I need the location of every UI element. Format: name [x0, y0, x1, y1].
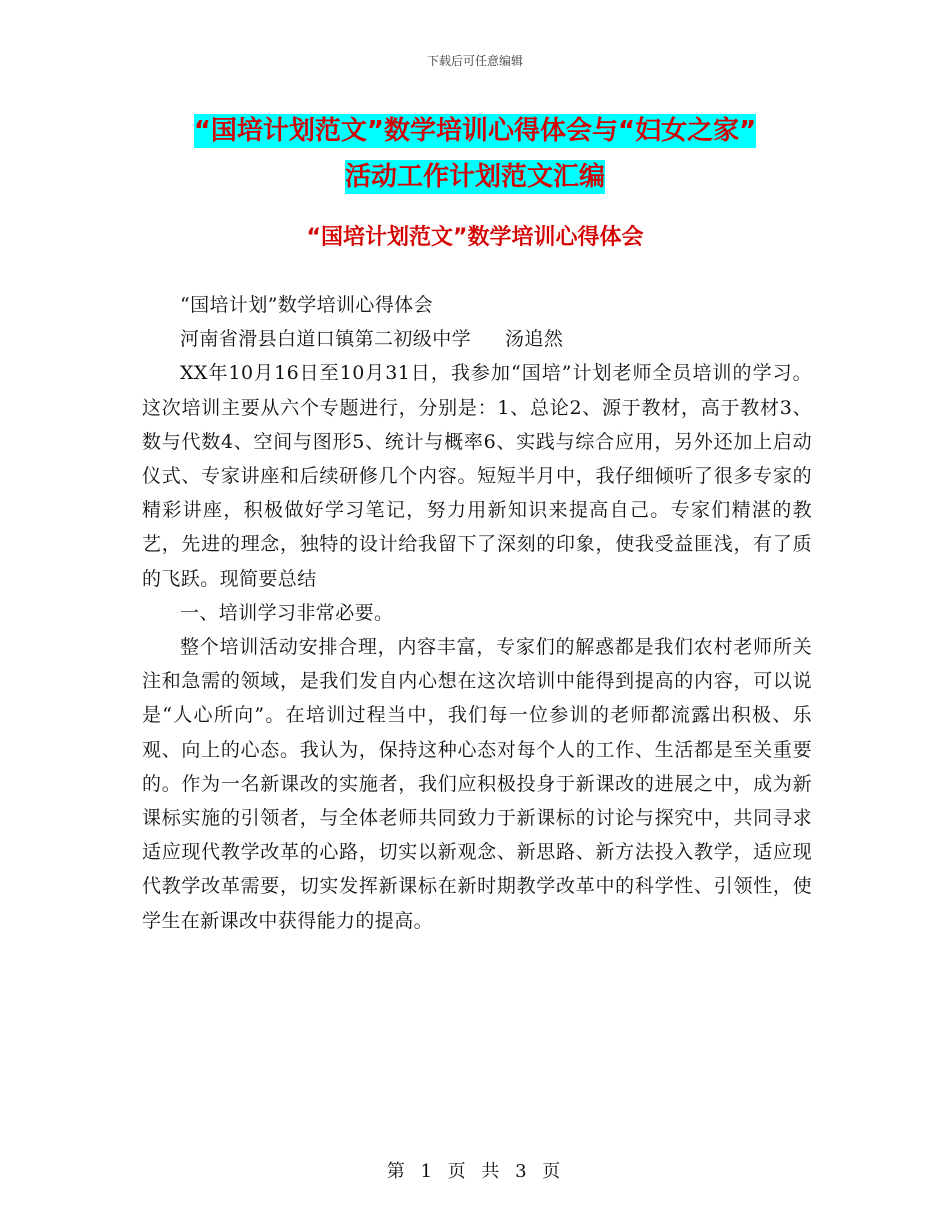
school-name: 河南省滑县白道口镇第二初级中学 — [180, 328, 472, 351]
paragraph-1: XX年10月16日至10月31日，我参加“国培”计划老师全员培训的学习。这次培训主要从六个专题进行，分别是：1、总论2、源于教材，高于教材3、数与代数4、空间与图形5、统计与概率6、实践与综合应用，另外还加上启动仪式、专家讲座和后续研修几个内容。短短半月中，我仔细倾听了很多专家的精彩讲座，积极做好学习笔记，努力用新知识来提高自己。专家们精湛的教艺，先进的理念，独特的设计给我留下了深刻的印象，使我受益匪浅，有了质的飞跃。现简要总结 — [142, 362, 812, 590]
heading-1: 一、培训学习非常必要。 — [180, 601, 394, 624]
page-number: 第 1 页 共 3 页 — [386, 1161, 564, 1182]
paragraph-2: 整个培训活动安排合理，内容丰富，专家们的解惑都是我们农村老师所关注和急需的领域，是我们发自内心想在这次培训中能得到提高的内容，可以说是“人心所向”。在培训过程当中，我们每一位参训的老师都流露出积极、乐观、向上的心态。我认为，保持这种心态对每个人的工作、生活都是至关重要的。作为一名新课改的实施者，我们应积极投身于新课改的进展之中，成为新课标实施的引领者，与全体老师共同致力于新课标的讨论与探究中，共同寻求适应现代教学改革的心路，切实以新观念、新思路、新方法投入教学，适应现代教学改革需要，切实发挥新课标在新时期教学改革中的科学性、引领性，使学生在新课改中获得能力的提高。 — [142, 636, 812, 932]
article-body — [142, 288, 812, 938]
document-title — [0, 108, 950, 200]
author-line — [142, 322, 812, 356]
document-title-line-2: 活动工作计划范文汇编 — [344, 162, 605, 192]
header-note: 下载后可任意编辑 — [426, 54, 523, 68]
section-title: “国培计划范文”数学培训心得体会 — [306, 225, 644, 250]
author-name: 汤追然 — [505, 328, 564, 351]
article-subtitle: “国培计划”数学培训心得体会 — [180, 294, 434, 316]
document-title-line-1: “国培计划范文”数学培训心得体会与“妇女之家” — [193, 116, 757, 146]
